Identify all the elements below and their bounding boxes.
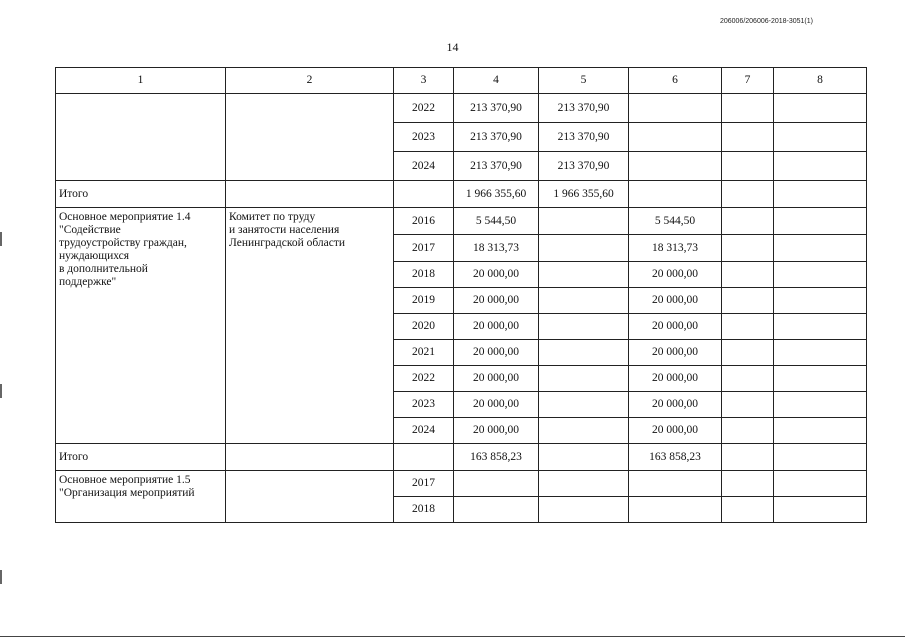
table-row (56, 471, 867, 497)
value-col4: 5 544,50 (454, 208, 539, 235)
value-col6: 20 000,00 (629, 418, 722, 444)
value-col4: 20 000,00 (454, 366, 539, 392)
executor-cell-line: Ленинградской области (229, 237, 346, 249)
value-col7 (722, 314, 774, 340)
value-col5 (539, 262, 629, 288)
activity-cell-line: в дополнительной (59, 263, 148, 275)
value-col5 (539, 471, 629, 497)
total-col6 (629, 181, 722, 208)
value-col4: 20 000,00 (454, 392, 539, 418)
year-cell: 2024 (394, 418, 454, 444)
value-col8 (774, 497, 867, 523)
value-col7 (722, 208, 774, 235)
value-col8 (774, 366, 867, 392)
value-col6 (629, 471, 722, 497)
value-col5 (539, 208, 629, 235)
column-header: 4 (454, 68, 539, 94)
empty-cell (722, 444, 774, 471)
value-col5 (539, 340, 629, 366)
empty-cell (722, 181, 774, 208)
activity-cell (56, 471, 226, 523)
value-col4: 20 000,00 (454, 314, 539, 340)
value-col5 (539, 235, 629, 262)
empty-cell (394, 444, 454, 471)
value-col8 (774, 471, 867, 497)
year-cell: 2021 (394, 340, 454, 366)
value-col8 (774, 314, 867, 340)
empty-cell (226, 181, 394, 208)
value-col8 (774, 340, 867, 366)
total-col4: 163 858,23 (454, 444, 539, 471)
value-col4: 213 370,90 (454, 123, 539, 152)
year-cell: 2023 (394, 123, 454, 152)
value-col6: 5 544,50 (629, 208, 722, 235)
value-col4: 20 000,00 (454, 418, 539, 444)
value-col6: 18 313,73 (629, 235, 722, 262)
value-col5 (539, 288, 629, 314)
value-col8 (774, 94, 867, 123)
year-cell: 2018 (394, 262, 454, 288)
total-col5 (539, 444, 629, 471)
activity-cell (56, 208, 226, 444)
value-col7 (722, 497, 774, 523)
value-col6: 20 000,00 (629, 262, 722, 288)
value-col7 (722, 366, 774, 392)
empty-cell (774, 181, 867, 208)
value-col6 (629, 497, 722, 523)
year-cell: 2020 (394, 314, 454, 340)
column-header: 7 (722, 68, 774, 94)
document-id: 206006/206006-2018-3051(1) (719, 18, 813, 25)
value-col6 (629, 94, 722, 123)
value-col4 (454, 471, 539, 497)
executor-cell-line: Комитет по труду (229, 211, 316, 223)
value-col7 (722, 123, 774, 152)
value-col5 (539, 314, 629, 340)
value-col5 (539, 497, 629, 523)
year-cell: 2017 (394, 471, 454, 497)
value-col5 (539, 366, 629, 392)
value-col8 (774, 392, 867, 418)
value-col7 (722, 152, 774, 181)
total-label: Итого (56, 444, 226, 471)
value-col8 (774, 235, 867, 262)
value-col6: 20 000,00 (629, 392, 722, 418)
total-col5: 1 966 355,60 (539, 181, 629, 208)
total-row (56, 181, 867, 208)
year-cell: 2024 (394, 152, 454, 181)
funding-table (55, 67, 867, 523)
value-col5: 213 370,90 (539, 152, 629, 181)
activity-cell-line: нуждающихся (59, 250, 130, 262)
executor-cell (226, 471, 394, 523)
value-col6 (629, 123, 722, 152)
value-col7 (722, 94, 774, 123)
scan-edge-mark (0, 570, 2, 584)
value-col7 (722, 471, 774, 497)
column-header: 2 (226, 68, 394, 94)
total-label: Итого (56, 181, 226, 208)
total-col4: 1 966 355,60 (454, 181, 539, 208)
value-col7 (722, 262, 774, 288)
value-col5: 213 370,90 (539, 94, 629, 123)
year-cell: 2016 (394, 208, 454, 235)
scan-edge-mark (0, 384, 2, 398)
value-col4: 20 000,00 (454, 262, 539, 288)
value-col4 (454, 497, 539, 523)
empty-cell (226, 444, 394, 471)
value-col5 (539, 392, 629, 418)
value-col5 (539, 418, 629, 444)
activity-cell-line: Основное мероприятие 1.4 (59, 211, 191, 223)
value-col8 (774, 288, 867, 314)
value-col7 (722, 235, 774, 262)
year-cell: 2017 (394, 235, 454, 262)
value-col4: 18 313,73 (454, 235, 539, 262)
year-cell: 2022 (394, 366, 454, 392)
year-cell: 2019 (394, 288, 454, 314)
value-col4: 213 370,90 (454, 152, 539, 181)
empty-cell (774, 444, 867, 471)
executor-cell (226, 208, 394, 444)
executor-cell-line: и занятости населения (229, 224, 340, 236)
value-col5: 213 370,90 (539, 123, 629, 152)
column-header: 5 (539, 68, 629, 94)
year-cell: 2022 (394, 94, 454, 123)
year-cell: 2023 (394, 392, 454, 418)
value-col7 (722, 340, 774, 366)
value-col8 (774, 208, 867, 235)
page-number: 14 (446, 40, 459, 54)
table-row (56, 208, 867, 235)
value-col6: 20 000,00 (629, 314, 722, 340)
activity-cell-line: Основное мероприятие 1.5 (59, 474, 191, 486)
column-number-row (56, 68, 867, 94)
value-col7 (722, 288, 774, 314)
column-header: 3 (394, 68, 454, 94)
column-header: 1 (56, 68, 226, 94)
column-header: 6 (629, 68, 722, 94)
scan-edge-mark (0, 232, 2, 246)
value-col7 (722, 392, 774, 418)
value-col8 (774, 152, 867, 181)
value-col8 (774, 262, 867, 288)
executor-cell (226, 94, 394, 181)
total-row (56, 444, 867, 471)
value-col6 (629, 152, 722, 181)
value-col4: 213 370,90 (454, 94, 539, 123)
column-header: 8 (774, 68, 867, 94)
activity-cell (56, 94, 226, 181)
value-col6: 20 000,00 (629, 340, 722, 366)
empty-cell (394, 181, 454, 208)
scan-bottom-line (0, 636, 905, 637)
table-row (56, 94, 867, 123)
activity-cell-line: "Организация мероприятий (59, 487, 195, 499)
value-col4: 20 000,00 (454, 288, 539, 314)
value-col6: 20 000,00 (629, 366, 722, 392)
value-col4: 20 000,00 (454, 340, 539, 366)
activity-cell-line: "Содействие (59, 224, 121, 236)
total-col6: 163 858,23 (629, 444, 722, 471)
value-col8 (774, 418, 867, 444)
value-col7 (722, 418, 774, 444)
value-col8 (774, 123, 867, 152)
value-col6: 20 000,00 (629, 288, 722, 314)
activity-cell-line: поддержке" (59, 276, 117, 288)
activity-cell-line: трудоустройству граждан, (59, 237, 187, 249)
year-cell: 2018 (394, 497, 454, 523)
